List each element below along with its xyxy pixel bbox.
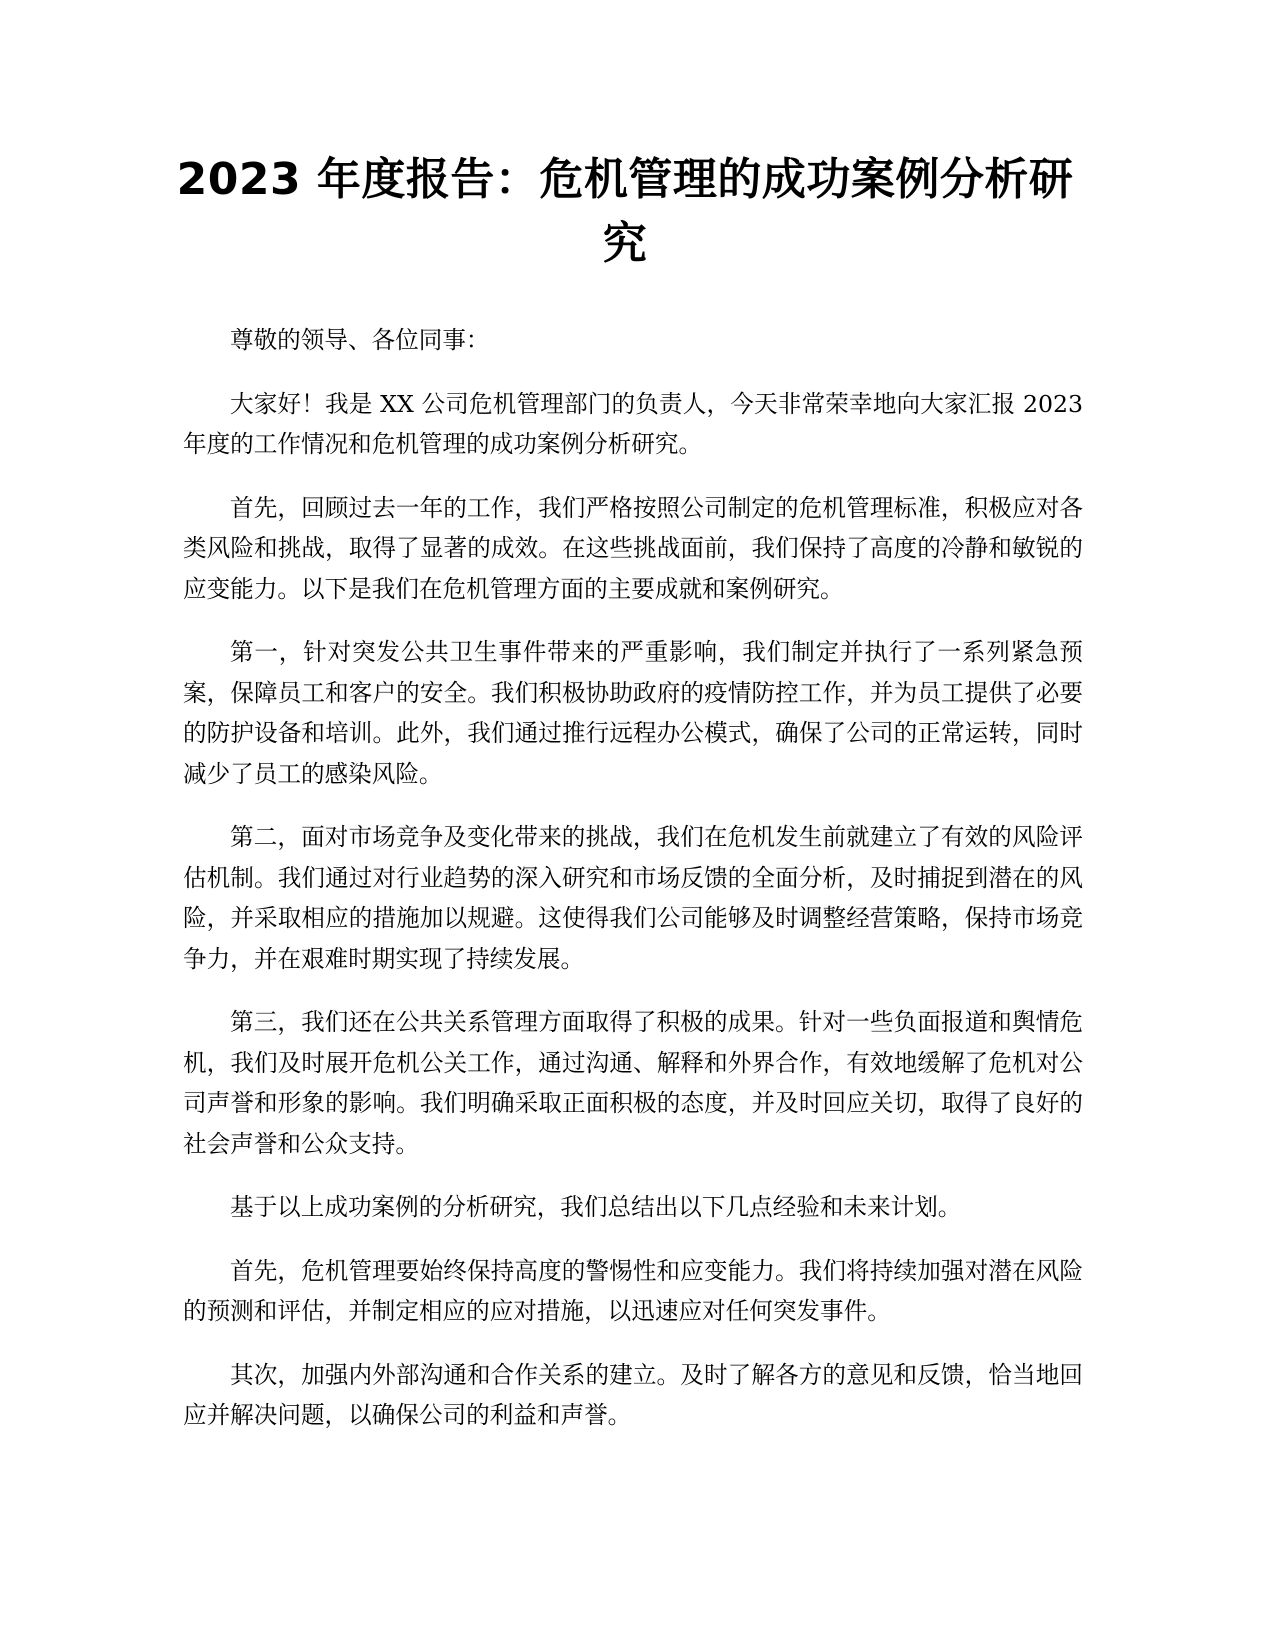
case-two-paragraph: 第二，面对市场竞争及变化带来的挑战，我们在危机发生前就建立了有效的风险评估机制。我们通过对行业趋势的深入研究和市场反馈的全面分析，及时捕捉到潜在的风险，并采取相应的措施加以规避。这使得我们公司能够及时调整经营策略，保持市场竞争力，并在艰难时期实现了持续发展。 bbox=[183, 823, 1083, 973]
lesson-one-paragraph: 首先，危机管理要始终保持高度的警惕性和应变能力。我们将持续加强对潜在风险的预测和评估，并制定相应的应对措施，以迅速应对任何突发事件。 bbox=[183, 1256, 1083, 1325]
case-three-paragraph: 第三，我们还在公共关系管理方面取得了积极的成果。针对一些负面报道和舆情危机，我们及时展开危机公关工作，通过沟通、解释和外界合作，有效地缓解了危机对公司声誉和形象的影响。我们明确采取正面积极的态度，并及时回应关切，取得了良好的社会声誉和公众支持。 bbox=[183, 1008, 1083, 1158]
summary-paragraph: 基于以上成功案例的分析研究，我们总结出以下几点经验和未来计划。 bbox=[230, 1193, 962, 1221]
lesson-two-paragraph: 其次，加强内外部沟通和合作关系的建立。及时了解各方的意见和反馈，恰当地回应并解决问题，以确保公司的利益和声誉。 bbox=[183, 1360, 1083, 1429]
document-body bbox=[183, 320, 1083, 1459]
greeting-paragraph: 大家好！我是 XX 公司危机管理部门的负责人，今天非常荣幸地向大家汇报 2023 年度的工作情况和危机管理的成功案例分析研究。 bbox=[183, 389, 1083, 458]
case-one-paragraph: 第一，针对突发公共卫生事件带来的严重影响，我们制定并执行了一系列紧急预案，保障员工和客户的安全。我们积极协助政府的疫情防控工作，并为员工提供了必要的防护设备和培训。此外，我们通过推行远程办公模式，确保了公司的正常运转，同时减少了员工的感染风险。 bbox=[183, 638, 1083, 788]
salutation-paragraph: 尊敬的领导、各位同事： bbox=[230, 326, 490, 354]
review-paragraph: 首先，回顾过去一年的工作，我们严格按照公司制定的危机管理标准，积极应对各类风险和挑战，取得了显著的成效。在这些挑战面前，我们保持了高度的冷静和敏锐的应变能力。以下是我们在危机管理方面的主要成就和案例研究。 bbox=[183, 493, 1083, 603]
document-title: 2023 年度报告：危机管理的成功案例分析研究 bbox=[176, 154, 1074, 269]
